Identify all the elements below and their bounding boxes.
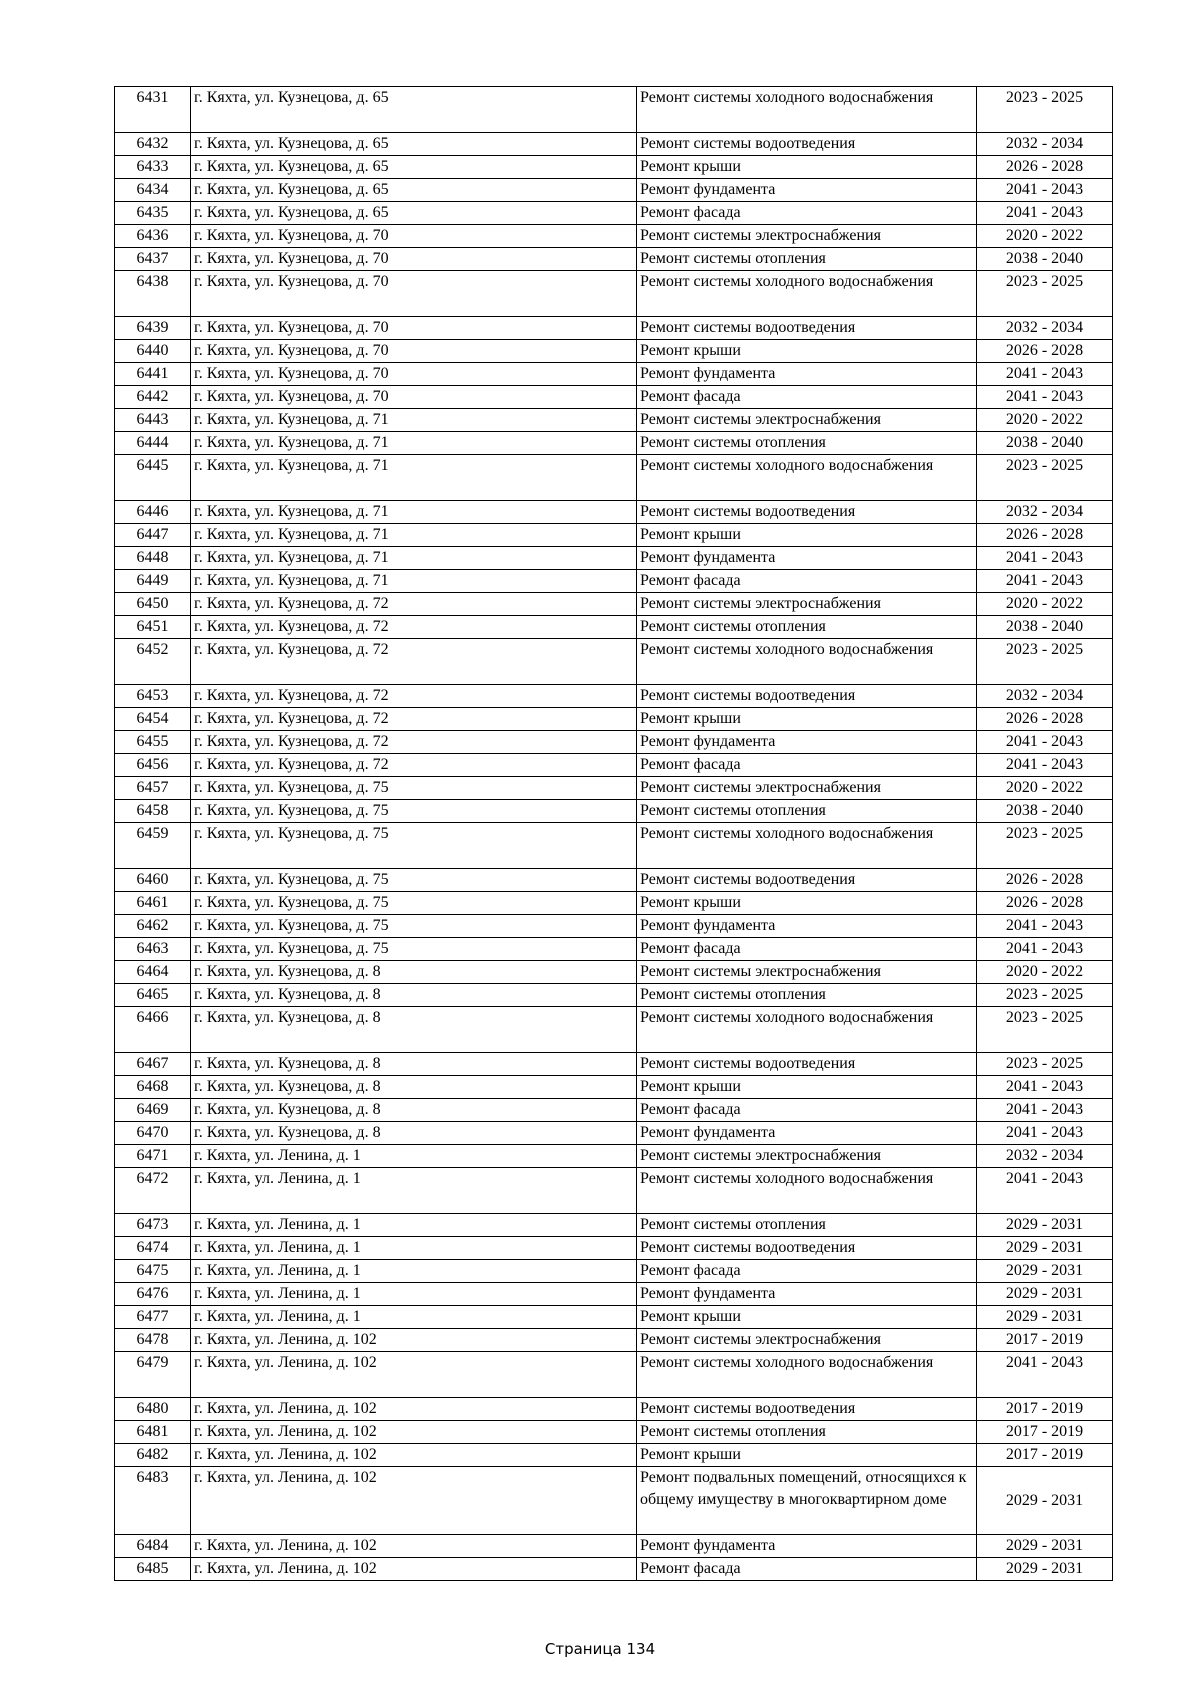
years-cell: 2020 - 2022 <box>977 409 1113 432</box>
years-cell: 2041 - 2043 <box>977 363 1113 386</box>
address-cell: г. Кяхта, ул. Кузнецова, д. 70 <box>191 340 637 363</box>
work-type-cell: Ремонт фасада <box>637 570 977 593</box>
address-cell: г. Кяхта, ул. Кузнецова, д. 71 <box>191 409 637 432</box>
years-cell: 2020 - 2022 <box>977 225 1113 248</box>
years-cell: 2026 - 2028 <box>977 340 1113 363</box>
address-cell: г. Кяхта, ул. Кузнецова, д. 72 <box>191 593 637 616</box>
work-type-cell: Ремонт системы электроснабжения <box>637 1145 977 1168</box>
work-type-cell: Ремонт крыши <box>637 1306 977 1329</box>
row-number-cell: 6474 <box>115 1237 191 1260</box>
row-number-cell: 6484 <box>115 1535 191 1558</box>
table-row <box>115 777 1113 800</box>
years-cell: 2023 - 2025 <box>977 455 1113 501</box>
table-row <box>115 179 1113 202</box>
work-type-cell: Ремонт системы отопления <box>637 1421 977 1444</box>
years-cell: 2020 - 2022 <box>977 777 1113 800</box>
table-row <box>115 1260 1113 1283</box>
table-row <box>115 156 1113 179</box>
address-cell: г. Кяхта, ул. Кузнецова, д. 70 <box>191 386 637 409</box>
address-cell: г. Кяхта, ул. Кузнецова, д. 65 <box>191 87 637 133</box>
work-type-cell: Ремонт системы холодного водоснабжения <box>637 1352 977 1398</box>
years-cell: 2041 - 2043 <box>977 1122 1113 1145</box>
years-cell: 2023 - 2025 <box>977 639 1113 685</box>
row-number-cell: 6438 <box>115 271 191 317</box>
row-number-cell: 6445 <box>115 455 191 501</box>
table-row <box>115 1558 1113 1581</box>
table-row <box>115 317 1113 340</box>
years-cell: 2026 - 2028 <box>977 156 1113 179</box>
work-type-cell: Ремонт системы электроснабжения <box>637 225 977 248</box>
work-type-cell: Ремонт фасада <box>637 1260 977 1283</box>
address-cell: г. Кяхта, ул. Кузнецова, д. 72 <box>191 616 637 639</box>
work-type-cell: Ремонт крыши <box>637 524 977 547</box>
work-type-cell: Ремонт системы холодного водоснабжения <box>637 1168 977 1214</box>
years-cell: 2041 - 2043 <box>977 570 1113 593</box>
address-cell: г. Кяхта, ул. Кузнецова, д. 8 <box>191 984 637 1007</box>
years-cell: 2029 - 2031 <box>977 1558 1113 1581</box>
work-type-cell: Ремонт фундамента <box>637 915 977 938</box>
row-number-cell: 6468 <box>115 1076 191 1099</box>
row-number-cell: 6436 <box>115 225 191 248</box>
years-cell: 2038 - 2040 <box>977 432 1113 455</box>
table-row <box>115 984 1113 1007</box>
table-row <box>115 524 1113 547</box>
years-cell: 2026 - 2028 <box>977 892 1113 915</box>
address-cell: г. Кяхта, ул. Кузнецова, д. 8 <box>191 1007 637 1053</box>
table-row <box>115 938 1113 961</box>
address-cell: г. Кяхта, ул. Ленина, д. 1 <box>191 1283 637 1306</box>
address-cell: г. Кяхта, ул. Кузнецова, д. 75 <box>191 800 637 823</box>
table-row <box>115 547 1113 570</box>
row-number-cell: 6464 <box>115 961 191 984</box>
row-number-cell: 6451 <box>115 616 191 639</box>
table-row <box>115 1122 1113 1145</box>
works-table-body <box>115 87 1113 1581</box>
address-cell: г. Кяхта, ул. Ленина, д. 1 <box>191 1168 637 1214</box>
address-cell: г. Кяхта, ул. Кузнецова, д. 75 <box>191 938 637 961</box>
address-cell: г. Кяхта, ул. Ленина, д. 1 <box>191 1214 637 1237</box>
table-row <box>115 754 1113 777</box>
row-number-cell: 6477 <box>115 1306 191 1329</box>
address-cell: г. Кяхта, ул. Кузнецова, д. 71 <box>191 547 637 570</box>
address-cell: г. Кяхта, ул. Кузнецова, д. 65 <box>191 202 637 225</box>
years-cell: 2041 - 2043 <box>977 1099 1113 1122</box>
address-cell: г. Кяхта, ул. Кузнецова, д. 72 <box>191 639 637 685</box>
years-cell: 2041 - 2043 <box>977 754 1113 777</box>
row-number-cell: 6450 <box>115 593 191 616</box>
work-type-cell: Ремонт системы водоотведения <box>637 133 977 156</box>
years-cell: 2041 - 2043 <box>977 1352 1113 1398</box>
address-cell: г. Кяхта, ул. Ленина, д. 102 <box>191 1329 637 1352</box>
row-number-cell: 6447 <box>115 524 191 547</box>
work-type-cell: Ремонт системы отопления <box>637 616 977 639</box>
years-cell: 2041 - 2043 <box>977 1168 1113 1214</box>
row-number-cell: 6441 <box>115 363 191 386</box>
address-cell: г. Кяхта, ул. Кузнецова, д. 75 <box>191 915 637 938</box>
work-type-cell: Ремонт системы отопления <box>637 432 977 455</box>
work-type-cell: Ремонт подвальных помещений, относящихся к общему имуществу в многоквартирном доме <box>637 1467 977 1535</box>
work-type-cell: Ремонт системы водоотведения <box>637 1053 977 1076</box>
years-cell: 2029 - 2031 <box>977 1260 1113 1283</box>
row-number-cell: 6476 <box>115 1283 191 1306</box>
row-number-cell: 6431 <box>115 87 191 133</box>
row-number-cell: 6482 <box>115 1444 191 1467</box>
years-cell: 2041 - 2043 <box>977 547 1113 570</box>
row-number-cell: 6449 <box>115 570 191 593</box>
row-number-cell: 6433 <box>115 156 191 179</box>
work-type-cell: Ремонт фасада <box>637 386 977 409</box>
work-type-cell: Ремонт фундамента <box>637 363 977 386</box>
table-row <box>115 1329 1113 1352</box>
row-number-cell: 6459 <box>115 823 191 869</box>
row-number-cell: 6460 <box>115 869 191 892</box>
row-number-cell: 6439 <box>115 317 191 340</box>
table-row <box>115 616 1113 639</box>
row-number-cell: 6472 <box>115 1168 191 1214</box>
table-row <box>115 1444 1113 1467</box>
address-cell: г. Кяхта, ул. Кузнецова, д. 72 <box>191 708 637 731</box>
work-type-cell: Ремонт системы электроснабжения <box>637 409 977 432</box>
address-cell: г. Кяхта, ул. Кузнецова, д. 75 <box>191 777 637 800</box>
table-row <box>115 1076 1113 1099</box>
page-number: Страница 134 <box>544 1640 656 1658</box>
table-row <box>115 1398 1113 1421</box>
years-cell: 2026 - 2028 <box>977 524 1113 547</box>
years-cell: 2023 - 2025 <box>977 1053 1113 1076</box>
row-number-cell: 6458 <box>115 800 191 823</box>
row-number-cell: 6473 <box>115 1214 191 1237</box>
row-number-cell: 6443 <box>115 409 191 432</box>
address-cell: г. Кяхта, ул. Кузнецова, д. 65 <box>191 156 637 179</box>
row-number-cell: 6485 <box>115 1558 191 1581</box>
address-cell: г. Кяхта, ул. Ленина, д. 1 <box>191 1306 637 1329</box>
years-cell: 2026 - 2028 <box>977 708 1113 731</box>
row-number-cell: 6448 <box>115 547 191 570</box>
address-cell: г. Кяхта, ул. Кузнецова, д. 71 <box>191 524 637 547</box>
table-row <box>115 708 1113 731</box>
work-type-cell: Ремонт фасада <box>637 202 977 225</box>
work-type-cell: Ремонт крыши <box>637 156 977 179</box>
address-cell: г. Кяхта, ул. Кузнецова, д. 8 <box>191 1122 637 1145</box>
row-number-cell: 6455 <box>115 731 191 754</box>
work-type-cell: Ремонт системы отопления <box>637 1214 977 1237</box>
work-type-cell: Ремонт фасада <box>637 1099 977 1122</box>
work-type-cell: Ремонт крыши <box>637 1076 977 1099</box>
years-cell: 2017 - 2019 <box>977 1398 1113 1421</box>
years-cell: 2023 - 2025 <box>977 271 1113 317</box>
row-number-cell: 6471 <box>115 1145 191 1168</box>
table-row <box>115 593 1113 616</box>
work-type-cell: Ремонт системы холодного водоснабжения <box>637 823 977 869</box>
work-type-cell: Ремонт системы холодного водоснабжения <box>637 87 977 133</box>
table-row <box>115 340 1113 363</box>
table-row <box>115 639 1113 685</box>
table-row <box>115 570 1113 593</box>
table-row <box>115 823 1113 869</box>
years-cell: 2029 - 2031 <box>977 1535 1113 1558</box>
address-cell: г. Кяхта, ул. Ленина, д. 1 <box>191 1145 637 1168</box>
address-cell: г. Кяхта, ул. Кузнецова, д. 8 <box>191 1099 637 1122</box>
row-number-cell: 6437 <box>115 248 191 271</box>
years-cell: 2017 - 2019 <box>977 1329 1113 1352</box>
table-row <box>115 1099 1113 1122</box>
table-row <box>115 455 1113 501</box>
work-type-cell: Ремонт фасада <box>637 754 977 777</box>
table-row <box>115 892 1113 915</box>
address-cell: г. Кяхта, ул. Ленина, д. 102 <box>191 1444 637 1467</box>
row-number-cell: 6454 <box>115 708 191 731</box>
years-cell: 2041 - 2043 <box>977 202 1113 225</box>
row-number-cell: 6440 <box>115 340 191 363</box>
work-type-cell: Ремонт системы водоотведения <box>637 317 977 340</box>
table-row <box>115 1214 1113 1237</box>
years-cell: 2017 - 2019 <box>977 1444 1113 1467</box>
table-row <box>115 271 1113 317</box>
work-type-cell: Ремонт крыши <box>637 892 977 915</box>
table-row <box>115 1352 1113 1398</box>
address-cell: г. Кяхта, ул. Кузнецова, д. 8 <box>191 1076 637 1099</box>
row-number-cell: 6467 <box>115 1053 191 1076</box>
address-cell: г. Кяхта, ул. Кузнецова, д. 71 <box>191 432 637 455</box>
years-cell: 2038 - 2040 <box>977 800 1113 823</box>
years-cell: 2041 - 2043 <box>977 731 1113 754</box>
years-cell: 2041 - 2043 <box>977 179 1113 202</box>
table-row <box>115 1053 1113 1076</box>
row-number-cell: 6478 <box>115 1329 191 1352</box>
work-type-cell: Ремонт системы отопления <box>637 984 977 1007</box>
table-row <box>115 731 1113 754</box>
years-cell: 2023 - 2025 <box>977 1007 1113 1053</box>
years-cell: 2029 - 2031 <box>977 1214 1113 1237</box>
years-cell: 2041 - 2043 <box>977 915 1113 938</box>
row-number-cell: 6457 <box>115 777 191 800</box>
work-type-cell: Ремонт фасада <box>637 1558 977 1581</box>
row-number-cell: 6475 <box>115 1260 191 1283</box>
row-number-cell: 6479 <box>115 1352 191 1398</box>
row-number-cell: 6452 <box>115 639 191 685</box>
table-row <box>115 1237 1113 1260</box>
table-row <box>115 386 1113 409</box>
row-number-cell: 6434 <box>115 179 191 202</box>
table-row <box>115 1145 1113 1168</box>
address-cell: г. Кяхта, ул. Кузнецова, д. 70 <box>191 363 637 386</box>
work-type-cell: Ремонт крыши <box>637 340 977 363</box>
work-type-cell: Ремонт системы водоотведения <box>637 869 977 892</box>
work-type-cell: Ремонт системы холодного водоснабжения <box>637 1007 977 1053</box>
years-cell: 2026 - 2028 <box>977 869 1113 892</box>
row-number-cell: 6465 <box>115 984 191 1007</box>
years-cell: 2020 - 2022 <box>977 961 1113 984</box>
row-number-cell: 6456 <box>115 754 191 777</box>
table-row <box>115 202 1113 225</box>
row-number-cell: 6483 <box>115 1467 191 1535</box>
address-cell: г. Кяхта, ул. Кузнецова, д. 8 <box>191 961 637 984</box>
row-number-cell: 6432 <box>115 133 191 156</box>
table-row <box>115 800 1113 823</box>
years-cell: 2038 - 2040 <box>977 248 1113 271</box>
work-type-cell: Ремонт фундамента <box>637 1283 977 1306</box>
work-type-cell: Ремонт фундамента <box>637 731 977 754</box>
years-cell: 2041 - 2043 <box>977 938 1113 961</box>
row-number-cell: 6442 <box>115 386 191 409</box>
address-cell: г. Кяхта, ул. Кузнецова, д. 8 <box>191 1053 637 1076</box>
table-row <box>115 915 1113 938</box>
work-type-cell: Ремонт фундамента <box>637 179 977 202</box>
work-type-cell: Ремонт системы холодного водоснабжения <box>637 455 977 501</box>
address-cell: г. Кяхта, ул. Кузнецова, д. 72 <box>191 754 637 777</box>
work-type-cell: Ремонт системы электроснабжения <box>637 961 977 984</box>
table-row <box>115 1535 1113 1558</box>
row-number-cell: 6435 <box>115 202 191 225</box>
years-cell: 2032 - 2034 <box>977 1145 1113 1168</box>
table-row <box>115 961 1113 984</box>
years-cell: 2029 - 2031 <box>977 1283 1113 1306</box>
years-cell: 2029 - 2031 <box>977 1237 1113 1260</box>
work-type-cell: Ремонт системы холодного водоснабжения <box>637 639 977 685</box>
row-number-cell: 6480 <box>115 1398 191 1421</box>
years-cell: 2041 - 2043 <box>977 386 1113 409</box>
work-type-cell: Ремонт системы водоотведения <box>637 1398 977 1421</box>
address-cell: г. Кяхта, ул. Кузнецова, д. 65 <box>191 179 637 202</box>
table-row <box>115 409 1113 432</box>
address-cell: г. Кяхта, ул. Кузнецова, д. 70 <box>191 225 637 248</box>
address-cell: г. Кяхта, ул. Ленина, д. 102 <box>191 1398 637 1421</box>
work-type-cell: Ремонт фундамента <box>637 547 977 570</box>
work-type-cell: Ремонт крыши <box>637 1444 977 1467</box>
address-cell: г. Кяхта, ул. Кузнецова, д. 71 <box>191 501 637 524</box>
address-cell: г. Кяхта, ул. Ленина, д. 102 <box>191 1535 637 1558</box>
table-row <box>115 501 1113 524</box>
table-row <box>115 1283 1113 1306</box>
row-number-cell: 6469 <box>115 1099 191 1122</box>
table-row <box>115 363 1113 386</box>
address-cell: г. Кяхта, ул. Кузнецова, д. 72 <box>191 685 637 708</box>
address-cell: г. Кяхта, ул. Кузнецова, д. 75 <box>191 892 637 915</box>
row-number-cell: 6461 <box>115 892 191 915</box>
years-cell: 2023 - 2025 <box>977 984 1113 1007</box>
work-type-cell: Ремонт системы отопления <box>637 248 977 271</box>
table-row <box>115 1306 1113 1329</box>
row-number-cell: 6444 <box>115 432 191 455</box>
years-cell: 2029 - 2031 <box>977 1306 1113 1329</box>
row-number-cell: 6481 <box>115 1421 191 1444</box>
years-cell: 2032 - 2034 <box>977 685 1113 708</box>
address-cell: г. Кяхта, ул. Кузнецова, д. 75 <box>191 823 637 869</box>
address-cell: г. Кяхта, ул. Кузнецова, д. 71 <box>191 455 637 501</box>
years-cell: 2023 - 2025 <box>977 823 1113 869</box>
row-number-cell: 6466 <box>115 1007 191 1053</box>
work-type-cell: Ремонт системы отопления <box>637 800 977 823</box>
work-type-cell: Ремонт системы электроснабжения <box>637 593 977 616</box>
work-type-cell: Ремонт системы водоотведения <box>637 501 977 524</box>
work-type-cell: Ремонт системы холодного водоснабжения <box>637 271 977 317</box>
table-row <box>115 1168 1113 1214</box>
address-cell: г. Кяхта, ул. Ленина, д. 1 <box>191 1260 637 1283</box>
work-type-cell: Ремонт системы водоотведения <box>637 685 977 708</box>
work-type-cell: Ремонт системы водоотведения <box>637 1237 977 1260</box>
row-number-cell: 6463 <box>115 938 191 961</box>
work-type-cell: Ремонт системы электроснабжения <box>637 1329 977 1352</box>
years-cell: 2023 - 2025 <box>977 87 1113 133</box>
address-cell: г. Кяхта, ул. Кузнецова, д. 71 <box>191 570 637 593</box>
years-cell: 2032 - 2034 <box>977 317 1113 340</box>
row-number-cell: 6462 <box>115 915 191 938</box>
table-row <box>115 1421 1113 1444</box>
address-cell: г. Кяхта, ул. Ленина, д. 102 <box>191 1558 637 1581</box>
years-cell: 2032 - 2034 <box>977 501 1113 524</box>
work-type-cell: Ремонт фундамента <box>637 1535 977 1558</box>
table-row <box>115 87 1113 133</box>
row-number-cell: 6453 <box>115 685 191 708</box>
address-cell: г. Кяхта, ул. Кузнецова, д. 70 <box>191 248 637 271</box>
address-cell: г. Кяхта, ул. Кузнецова, д. 72 <box>191 731 637 754</box>
address-cell: г. Кяхта, ул. Кузнецова, д. 75 <box>191 869 637 892</box>
years-cell: 2032 - 2034 <box>977 133 1113 156</box>
table-row <box>115 869 1113 892</box>
row-number-cell: 6470 <box>115 1122 191 1145</box>
table-row <box>115 1467 1113 1535</box>
years-cell: 2017 - 2019 <box>977 1421 1113 1444</box>
years-cell: 2020 - 2022 <box>977 593 1113 616</box>
address-cell: г. Кяхта, ул. Ленина, д. 102 <box>191 1467 637 1535</box>
work-type-cell: Ремонт системы электроснабжения <box>637 777 977 800</box>
years-cell: 2038 - 2040 <box>977 616 1113 639</box>
table-row <box>115 1007 1113 1053</box>
address-cell: г. Кяхта, ул. Кузнецова, д. 70 <box>191 317 637 340</box>
works-table <box>114 86 1113 1581</box>
table-row <box>115 133 1113 156</box>
address-cell: г. Кяхта, ул. Ленина, д. 102 <box>191 1352 637 1398</box>
table-row <box>115 685 1113 708</box>
table-row <box>115 432 1113 455</box>
address-cell: г. Кяхта, ул. Ленина, д. 102 <box>191 1421 637 1444</box>
address-cell: г. Кяхта, ул. Кузнецова, д. 70 <box>191 271 637 317</box>
work-type-cell: Ремонт фундамента <box>637 1122 977 1145</box>
years-cell: 2029 - 2031 <box>977 1467 1113 1535</box>
row-number-cell: 6446 <box>115 501 191 524</box>
work-type-cell: Ремонт фасада <box>637 938 977 961</box>
address-cell: г. Кяхта, ул. Ленина, д. 1 <box>191 1237 637 1260</box>
table-row <box>115 248 1113 271</box>
table-row <box>115 225 1113 248</box>
years-cell: 2041 - 2043 <box>977 1076 1113 1099</box>
address-cell: г. Кяхта, ул. Кузнецова, д. 65 <box>191 133 637 156</box>
work-type-cell: Ремонт крыши <box>637 708 977 731</box>
